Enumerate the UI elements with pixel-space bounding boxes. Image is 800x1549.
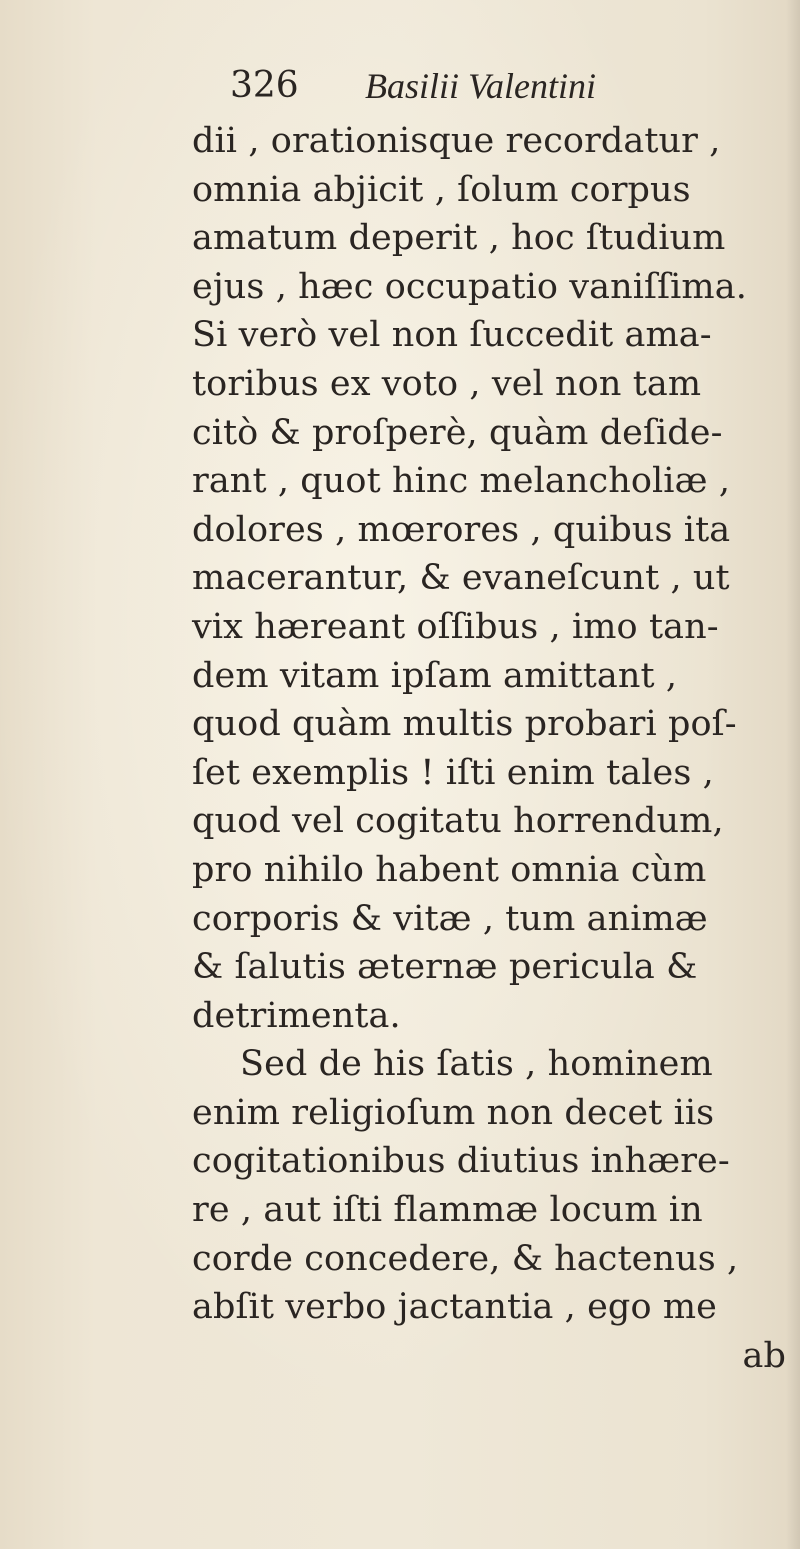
text-line: ejus , hæc occupatio vaniſſima. xyxy=(192,266,747,307)
body-text xyxy=(192,117,792,1380)
text-line: ſet exemplis ! iſti enim tales , xyxy=(192,752,714,793)
text-line: pro nihilo habent omnia cùm xyxy=(192,849,707,890)
text-line: detrimenta. xyxy=(192,995,401,1036)
text-line: corde concedere, & hactenus , xyxy=(192,1238,739,1279)
text-line: macerantur, & evaneſcunt , ut xyxy=(192,558,730,599)
text-line: quod vel cogitatu horrendum, xyxy=(192,801,724,842)
text-line: vix hæreant oſſibus , imo tan- xyxy=(192,606,719,647)
page-header xyxy=(0,62,800,122)
text-line: dii , orationisque recordatur , xyxy=(192,121,721,161)
text-line: dem vitam ipſam amittant , xyxy=(192,655,678,696)
text-line: quod quàm multis probari poſ- xyxy=(192,704,737,745)
text-line: toribus ex voto , vel non tam xyxy=(192,363,702,404)
text-line: omnia abjicit , ſolum corpus xyxy=(192,169,691,210)
text-line: abſit verbo jactantia , ego me xyxy=(192,1287,717,1328)
page-number: 326 xyxy=(230,65,299,106)
text-line: Si verò vel non ſuccedit ama- xyxy=(192,315,712,356)
text-line: cogitationibus diutius inhære- xyxy=(192,1141,730,1182)
text-line: citò & proſperè, quàm deſide- xyxy=(192,412,723,453)
text-line: dolores , mœrores , quibus ita xyxy=(192,509,731,550)
running-head: Basilii Valentini xyxy=(365,66,596,106)
text-line: & ſalutis æternæ pericula & xyxy=(192,947,698,988)
text-line: amatum deperit , hoc ſtudium xyxy=(192,218,726,259)
catchword: ab xyxy=(742,1335,786,1376)
text-line: rant , quot hinc melancholiæ , xyxy=(192,461,731,502)
text-line: corporis & vitæ , tum animæ xyxy=(192,898,708,939)
text-line: re , aut iſti flammæ locum in xyxy=(192,1190,703,1231)
paragraph-start-line: Sed de his ſatis , hominem xyxy=(240,1044,713,1085)
text-line: enim religioſum non decet iis xyxy=(192,1092,715,1133)
